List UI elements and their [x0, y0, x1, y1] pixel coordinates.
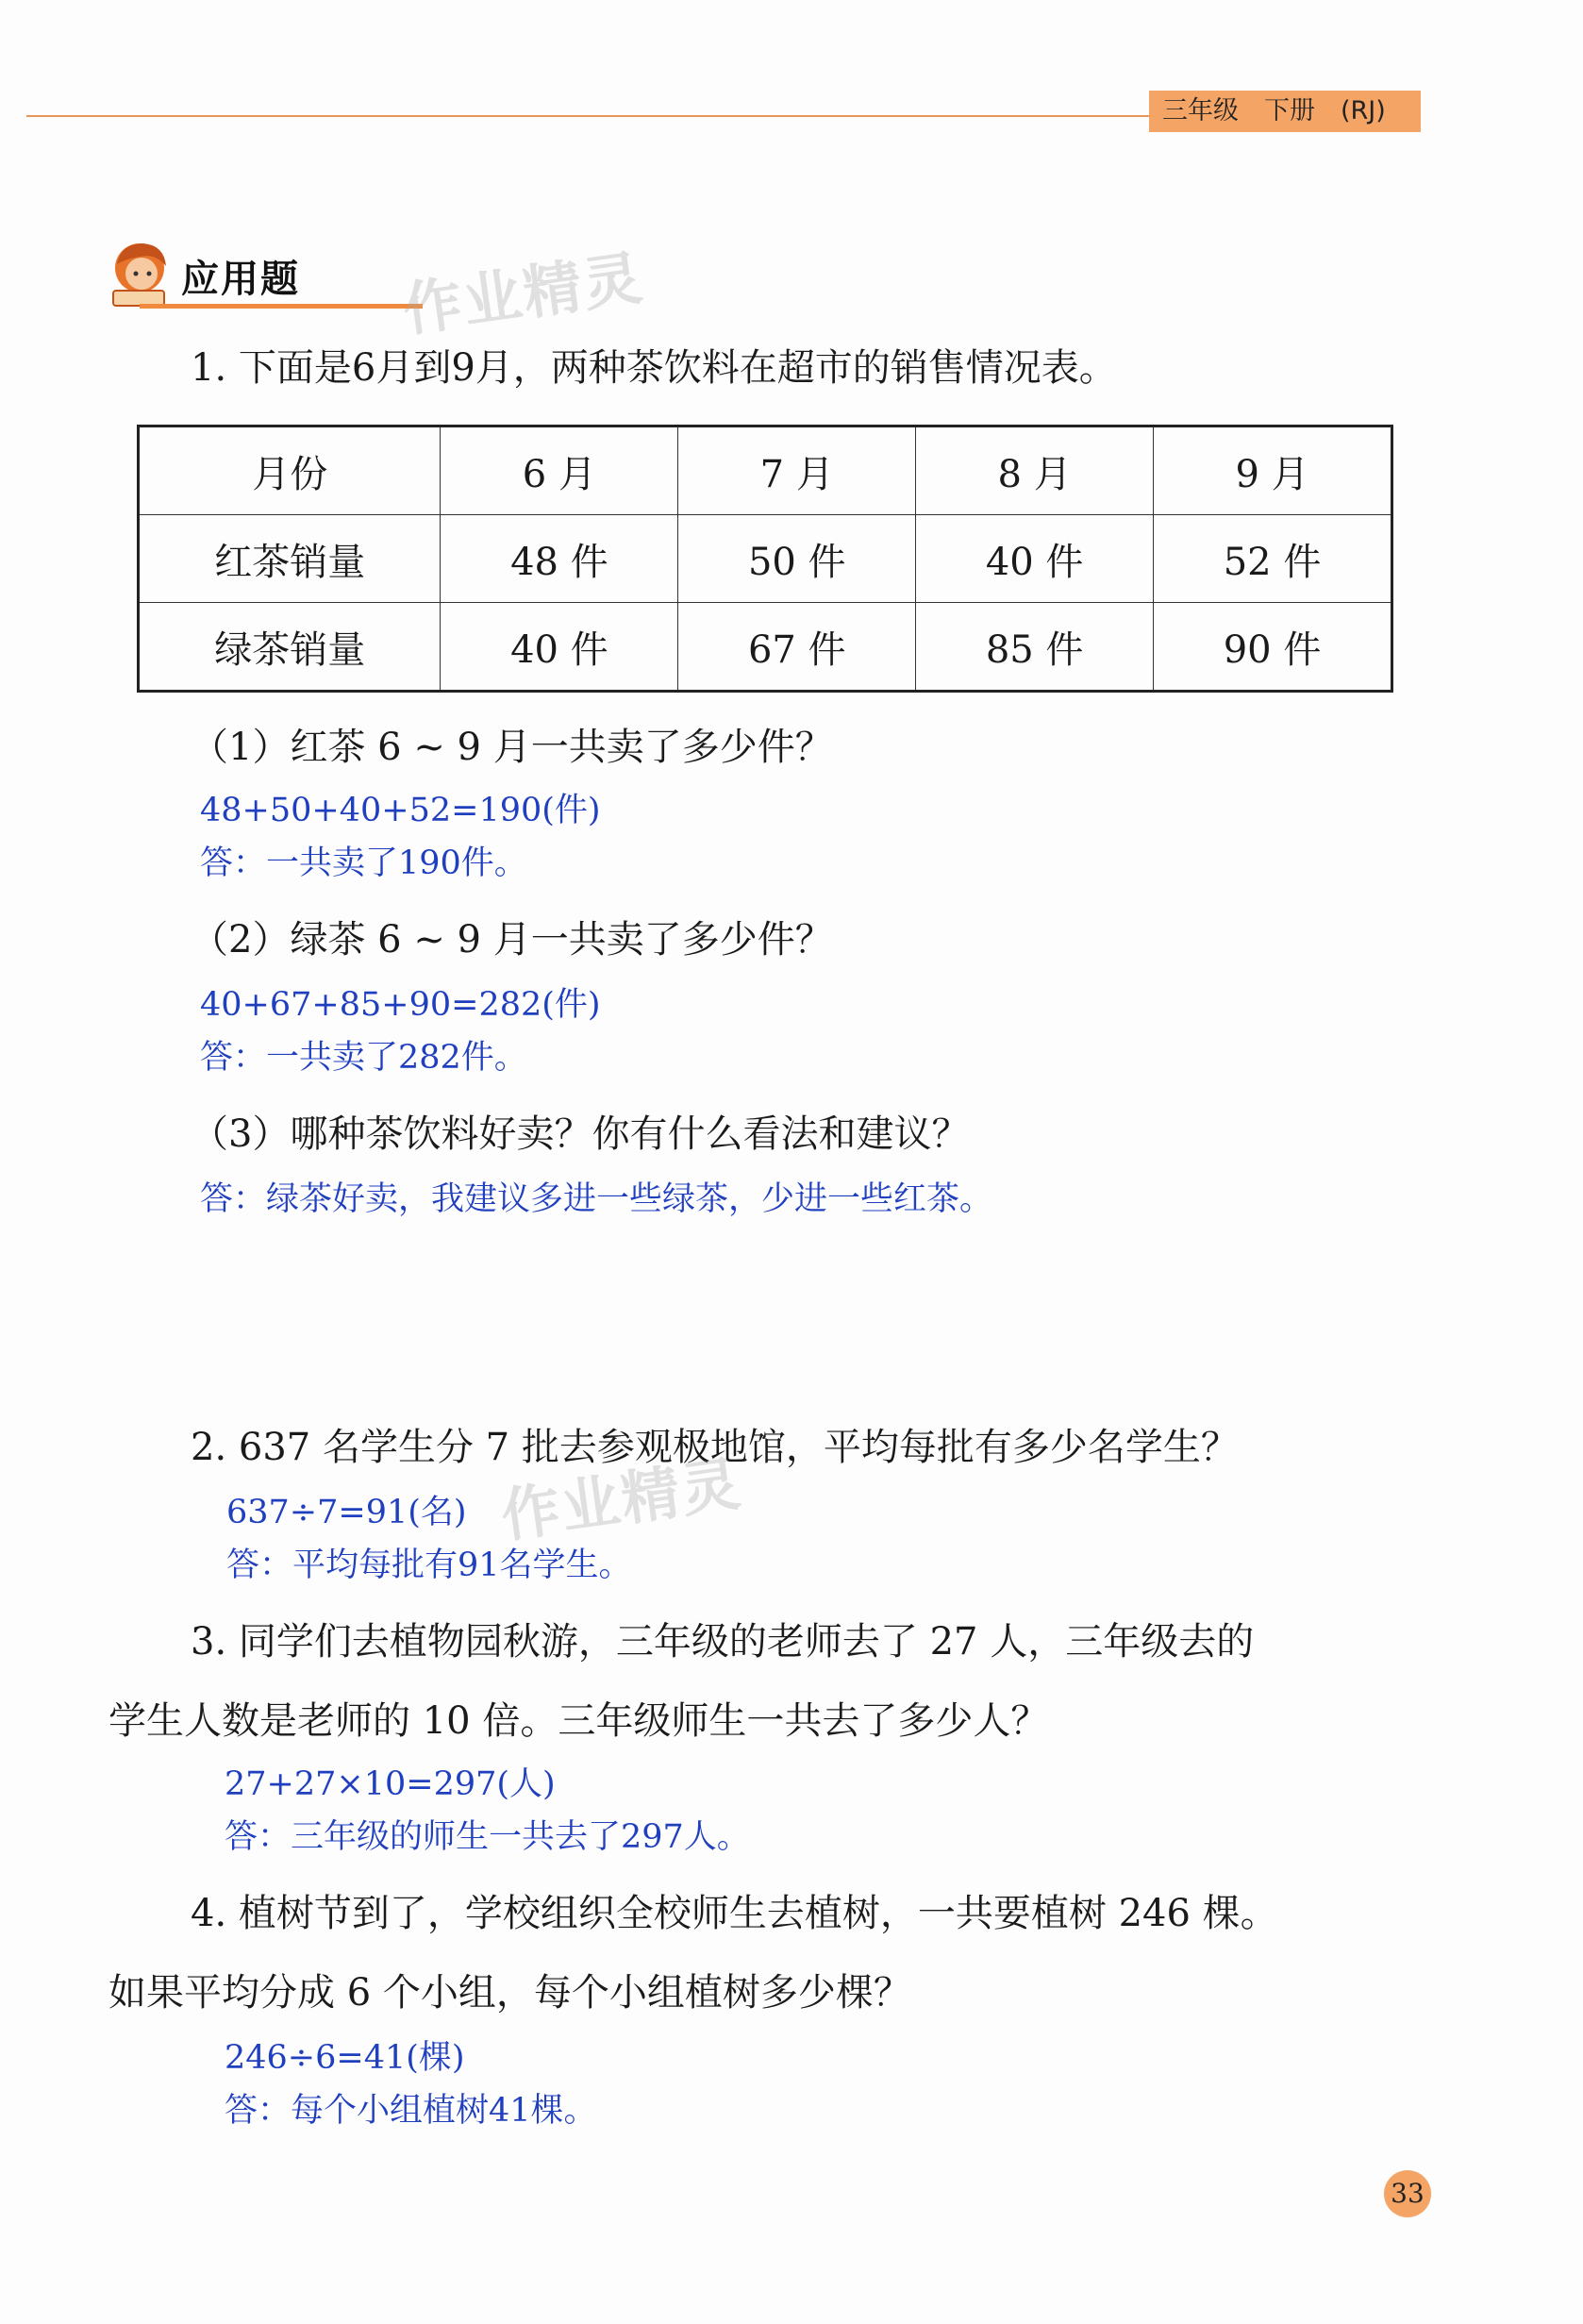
section-heading: [102, 236, 328, 311]
table-header-row: [139, 426, 1392, 515]
q1-sub2-answer: 答：一共卖了282件。: [200, 1039, 527, 1077]
sales-table: [137, 425, 1393, 693]
table-cell: 50 件: [678, 515, 916, 603]
table-header-cell: 8 月: [916, 426, 1154, 515]
q2-formula: 637÷7=91(名): [226, 1494, 467, 1531]
watermark: 作业精灵: [398, 242, 648, 345]
q1-prompt: 1. 下面是6月到9月，两种茶饮料在超市的销售情况表。: [191, 346, 1117, 390]
table-header-cell: 月份: [139, 426, 441, 515]
table-cell: 40 件: [916, 515, 1154, 603]
table-cell: 48 件: [441, 515, 678, 603]
q2-prompt: 2. 637 名学生分 7 批去参观极地馆，平均每批有多少名学生？: [191, 1426, 1239, 1469]
q4-prompt-line2: 如果平均分成 6 个小组，每个小组植树多少棵？: [108, 1971, 911, 2015]
table-cell: 52 件: [1154, 515, 1392, 603]
table-row: [139, 603, 1392, 692]
table-row: [139, 515, 1392, 603]
watermark: 作业精灵: [496, 1448, 746, 1551]
q1-sub2-question: （2）绿茶 6 ~ 9 月一共卖了多少件？: [191, 918, 833, 961]
table-header-cell: 7 月: [678, 426, 916, 515]
child-reading-icon: [102, 236, 177, 311]
header-rule: [26, 115, 1158, 117]
table-cell: 红茶销量: [139, 515, 441, 603]
q1-sub3-answer: 答：绿茶好卖，我建议多进一些绿茶，少进一些红茶。: [200, 1180, 993, 1218]
q1-sub1-formula: 48+50+40+52=190(件): [200, 792, 601, 829]
table-header-cell: 9 月: [1154, 426, 1392, 515]
table-header-cell: 6 月: [441, 426, 678, 515]
table-cell: 67 件: [678, 603, 916, 692]
table-cell: 绿茶销量: [139, 603, 441, 692]
section-title: 应用题: [181, 258, 300, 301]
page-number: 33: [1384, 2170, 1431, 2217]
q1-sub2-formula: 40+67+85+90=282(件): [200, 986, 601, 1024]
q2-answer: 答：平均每批有91名学生。: [226, 1547, 632, 1584]
table-cell: 90 件: [1154, 603, 1392, 692]
q4-answer: 答：每个小组植树41棵。: [225, 2092, 597, 2130]
q3-prompt-line2: 学生人数是老师的 10 倍。三年级师生一共去了多少人？: [108, 1699, 1049, 1743]
q3-formula: 27+27×10=297(人): [225, 1765, 556, 1803]
q3-answer: 答：三年级的师生一共去了297人。: [225, 1818, 750, 1856]
q4-prompt-line1: 4. 植树节到了，学校组织全校师生去植树，一共要植树 246 棵。: [191, 1892, 1278, 1935]
table-cell: 40 件: [441, 603, 678, 692]
q3-prompt-line1: 3. 同学们去植物园秋游，三年级的老师去了 27 人，三年级去的: [191, 1620, 1255, 1664]
section-underline: [140, 304, 423, 309]
table-cell: 85 件: [916, 603, 1154, 692]
q4-formula: 246÷6=41(棵): [225, 2039, 465, 2077]
grade-tag: 三年级 下册 (RJ): [1149, 91, 1421, 132]
q1-sub1-answer: 答：一共卖了190件。: [200, 844, 527, 882]
q1-sub3-question: （3）哪种茶饮料好卖？你有什么看法和建议？: [191, 1112, 970, 1156]
q1-sub1-question: （1）红茶 6 ~ 9 月一共卖了多少件？: [191, 726, 833, 769]
